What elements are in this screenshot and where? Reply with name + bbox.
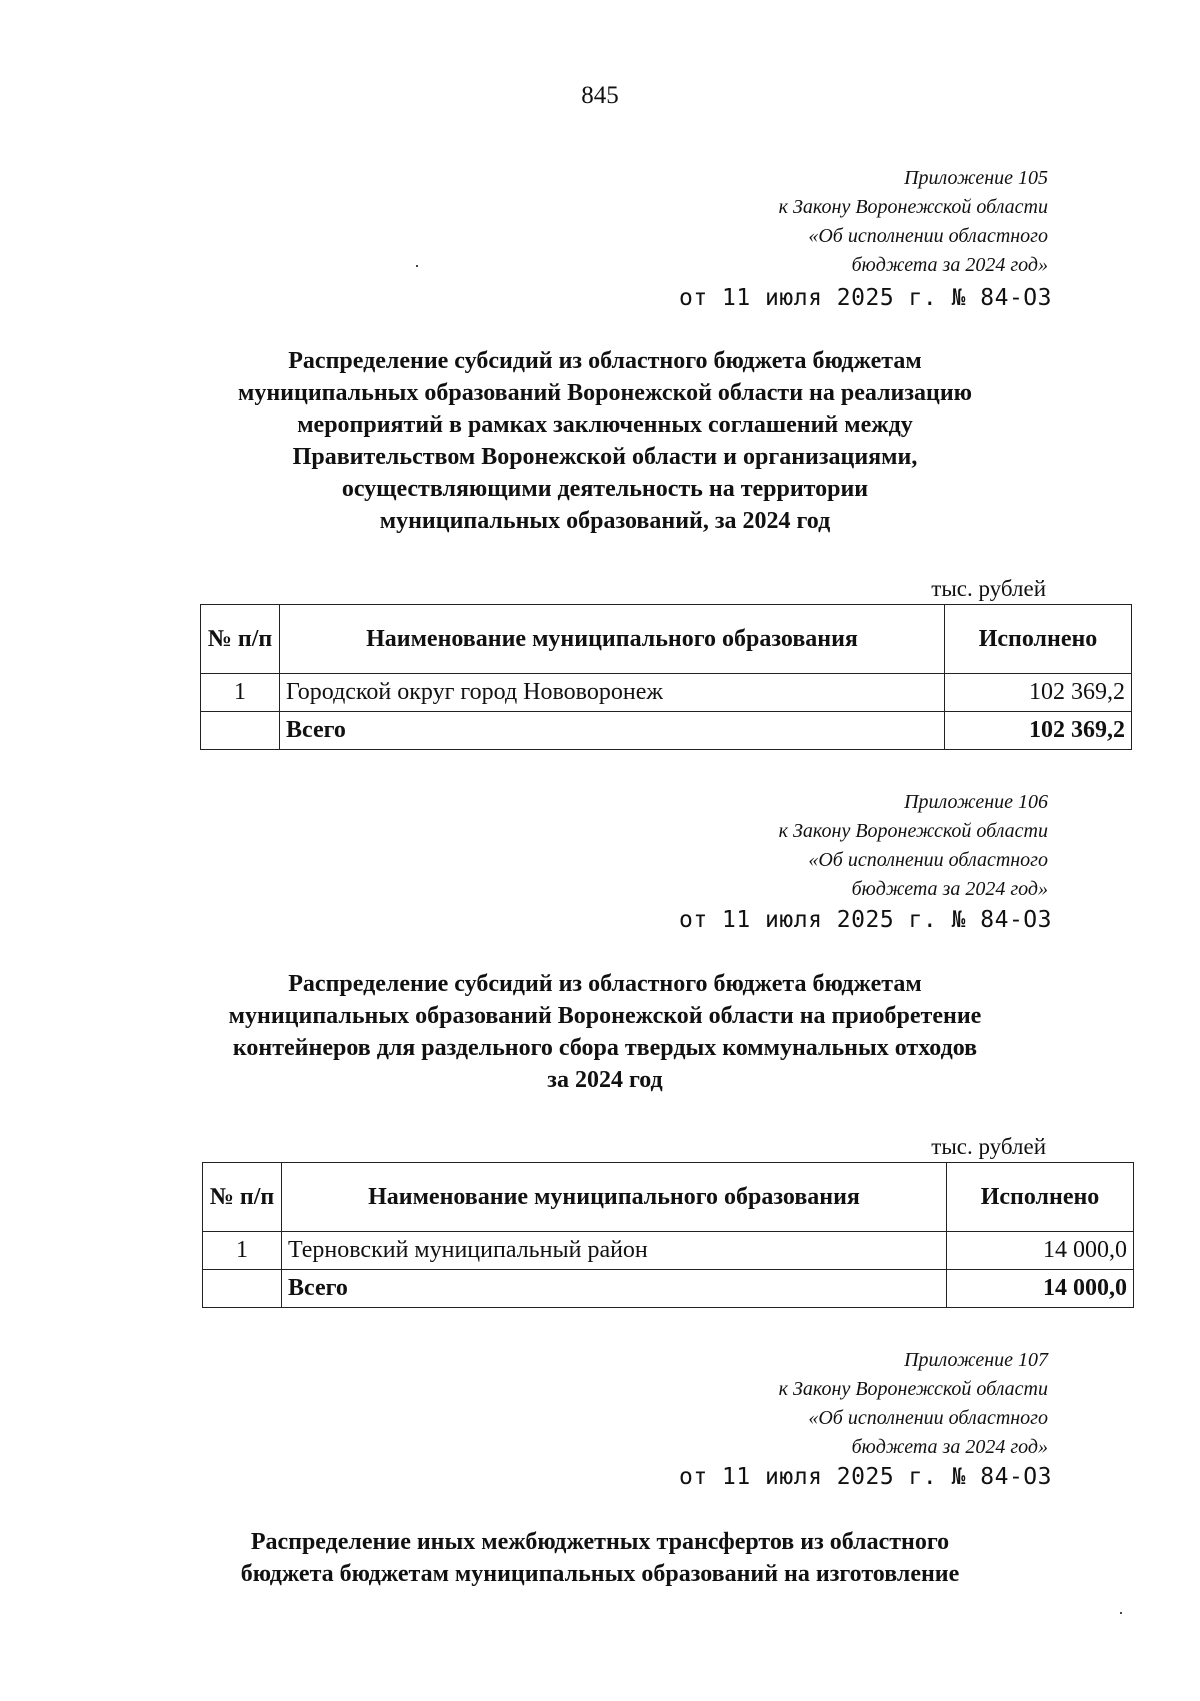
appendix-107-header bbox=[779, 1346, 1048, 1462]
total-label: Всего bbox=[282, 1270, 947, 1308]
appendix-header-line: к Закону Воронежской области bbox=[778, 196, 1048, 218]
appendix-header-line: Приложение 105 bbox=[904, 167, 1048, 189]
scan-speck bbox=[416, 265, 418, 267]
title-line: Распределение субсидий из областного бюджета бюджетам bbox=[288, 971, 922, 997]
row-municipality: Городской округ город Нововоронеж bbox=[280, 674, 945, 712]
appendix-header-line: Приложение 107 bbox=[904, 1349, 1048, 1371]
appendix-106-approval: от 11 июля 2025 г. № 84-ОЗ bbox=[678, 907, 1052, 933]
page-number: 845 bbox=[581, 82, 619, 109]
title-line: Правительством Воронежской области и организациями, bbox=[292, 444, 918, 470]
table-header-row bbox=[201, 605, 1132, 674]
appendix-105-header bbox=[779, 164, 1048, 280]
appendix-header-line: к Закону Воронежской области bbox=[778, 1378, 1048, 1400]
row-number: 1 bbox=[201, 674, 280, 712]
appendix-107-approval: от 11 июля 2025 г. № 84-ОЗ bbox=[678, 1464, 1052, 1490]
column-header-name: Наименование муниципального образования bbox=[282, 1163, 947, 1232]
appendix-header-line: Приложение 106 bbox=[904, 791, 1048, 813]
column-header-number: № п/п bbox=[201, 605, 280, 674]
units-label: тыс. рублей bbox=[931, 576, 1046, 601]
title-line: мероприятий в рамках заключенных соглашений между bbox=[297, 412, 913, 438]
column-header-executed: Исполнено bbox=[947, 1163, 1134, 1232]
appendix-106-header bbox=[779, 788, 1048, 904]
appendix-105-title bbox=[150, 345, 1060, 537]
title-line: Распределение субсидий из областного бюджета бюджетам bbox=[288, 348, 922, 374]
row-amount: 102 369,2 bbox=[945, 674, 1132, 712]
appendix-header-line: бюджета за 2024 год» bbox=[851, 878, 1048, 900]
title-line: осуществляющими деятельность на территории bbox=[341, 476, 869, 502]
table-header-row bbox=[203, 1163, 1134, 1232]
title-line: Распределение иных межбюджетных трансфертов из областного bbox=[250, 1529, 950, 1555]
title-line: муниципальных образований, за 2024 год bbox=[379, 508, 831, 534]
appendix-header-line: «Об исполнении областного bbox=[808, 225, 1048, 247]
title-line: муниципальных образований Воронежской области на реализацию bbox=[237, 380, 973, 406]
appendix-106-title bbox=[150, 968, 1060, 1096]
table-row bbox=[203, 1232, 1134, 1270]
total-empty-cell bbox=[201, 712, 280, 750]
appendix-105-approval: от 11 июля 2025 г. № 84-ОЗ bbox=[678, 285, 1052, 311]
title-line: контейнеров для раздельного сбора твердых коммунальных отходов bbox=[232, 1035, 978, 1061]
total-amount: 14 000,0 bbox=[947, 1270, 1134, 1308]
table-total-row bbox=[201, 712, 1132, 750]
scan-speck bbox=[1120, 1612, 1122, 1614]
total-amount: 102 369,2 bbox=[945, 712, 1132, 750]
row-amount: 14 000,0 bbox=[947, 1232, 1134, 1270]
column-header-number: № п/п bbox=[203, 1163, 282, 1232]
table-total-row bbox=[203, 1270, 1134, 1308]
row-number: 1 bbox=[203, 1232, 282, 1270]
appendix-header-line: «Об исполнении областного bbox=[808, 1407, 1048, 1429]
appendix-106-table bbox=[202, 1162, 1134, 1308]
appendix-105-table bbox=[200, 604, 1132, 750]
title-line: бюджета бюджетам муниципальных образований на изготовление bbox=[240, 1561, 960, 1587]
appendix-header-line: «Об исполнении областного bbox=[808, 849, 1048, 871]
title-line: за 2024 год bbox=[547, 1067, 663, 1093]
title-line: муниципальных образований Воронежской области на приобретение bbox=[228, 1003, 982, 1029]
appendix-107-title bbox=[145, 1526, 1055, 1590]
column-header-executed: Исполнено bbox=[945, 605, 1132, 674]
appendix-header-line: бюджета за 2024 год» bbox=[851, 254, 1048, 276]
row-municipality: Терновский муниципальный район bbox=[282, 1232, 947, 1270]
table-row bbox=[201, 674, 1132, 712]
appendix-header-line: к Закону Воронежской области bbox=[778, 820, 1048, 842]
total-empty-cell bbox=[203, 1270, 282, 1308]
column-header-name: Наименование муниципального образования bbox=[280, 605, 945, 674]
units-label: тыс. рублей bbox=[931, 1134, 1046, 1159]
appendix-header-line: бюджета за 2024 год» bbox=[851, 1436, 1048, 1458]
total-label: Всего bbox=[280, 712, 945, 750]
